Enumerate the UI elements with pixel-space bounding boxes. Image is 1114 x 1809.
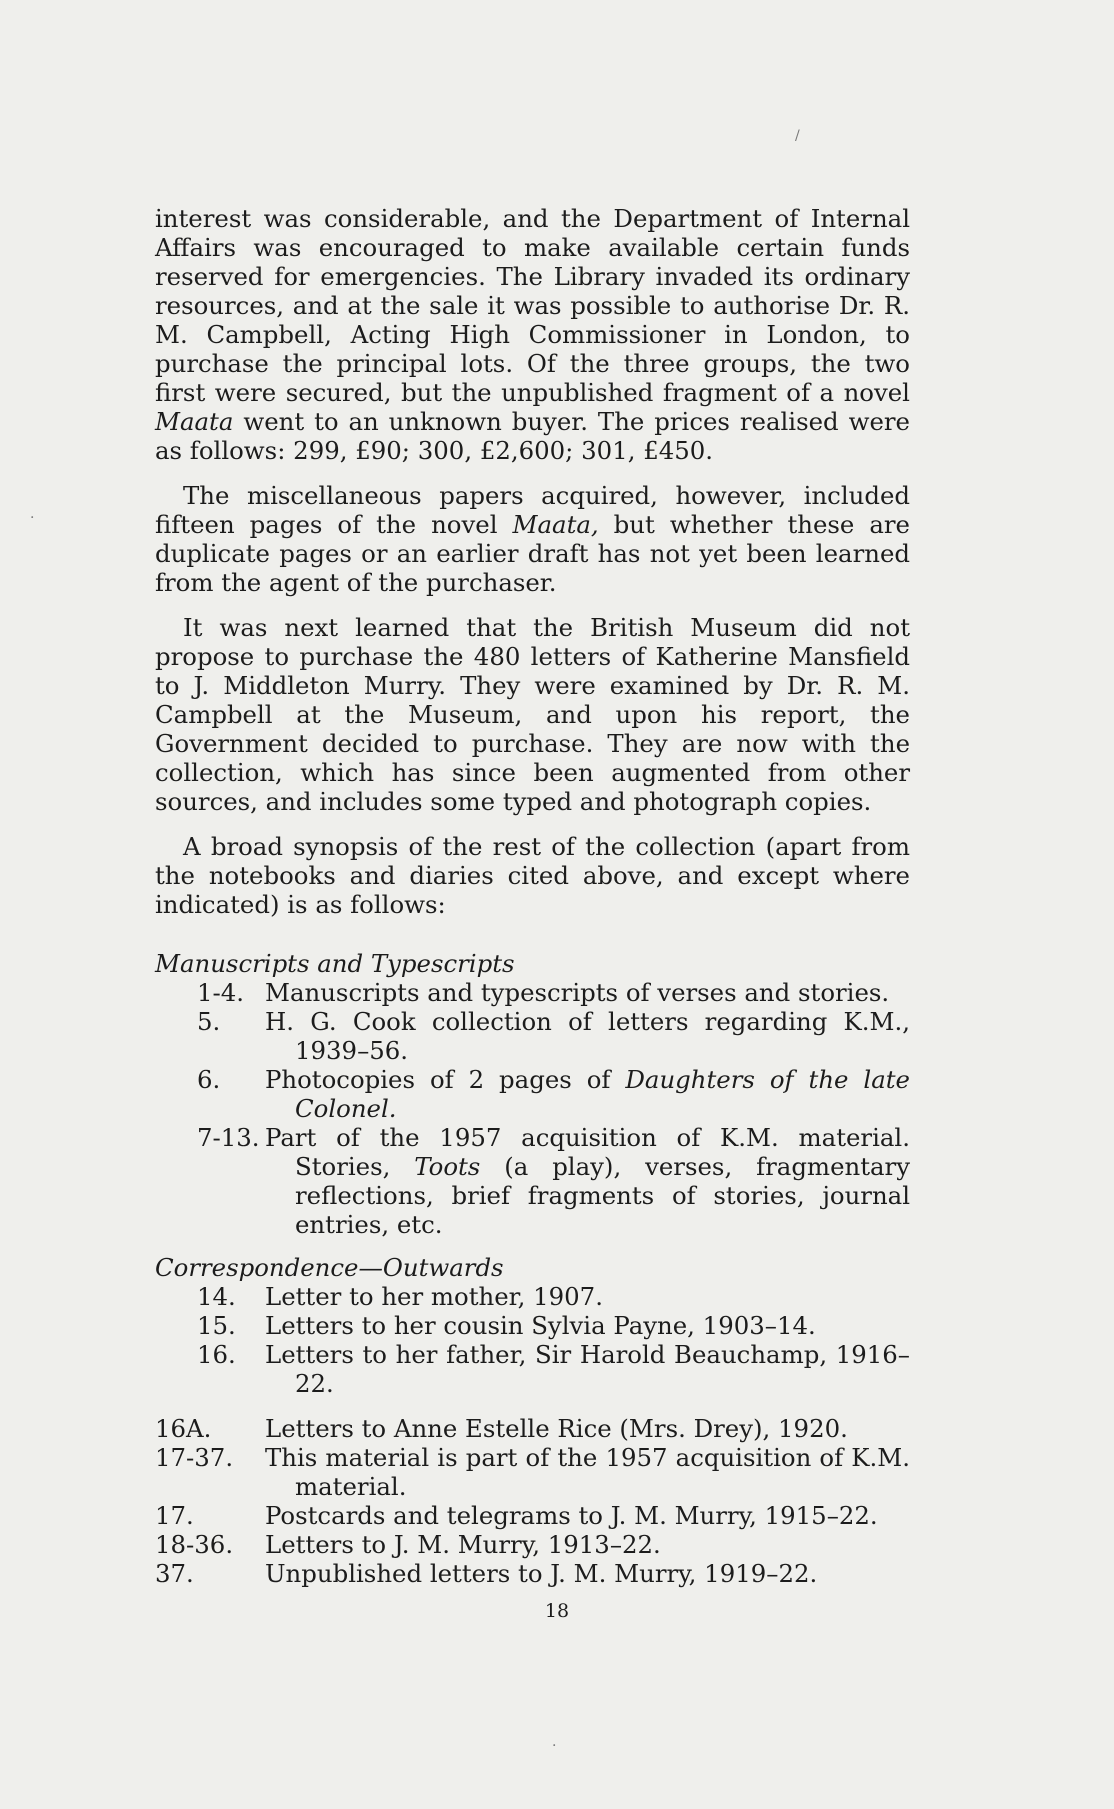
paragraph: It was next learned that the British Museum did not propose to purchase the 480 letters of Katherine Mansfield to J. Middleton Murry. They were examined by Dr. R. M. Campbell at the Museum, and upon his report, the Government decided to purchase. They are now with the collection, which has since been augmented from other sources, and includes some typed and photograph copies. [155, 613, 910, 816]
item-number: 7-13. [197, 1123, 260, 1152]
item-text: Postcards and telegrams to J. M. Murry, 1915–22. [265, 1501, 878, 1530]
item-number: 17-37. [155, 1443, 234, 1472]
item-number: 6. [197, 1065, 221, 1094]
list-item [155, 1443, 910, 1501]
manuscripts-list [155, 978, 910, 1239]
item-text: Manuscripts and typescripts of verses and stories. [265, 978, 890, 1007]
list-item [155, 978, 910, 1007]
list-item [155, 1530, 910, 1559]
paragraph: A broad synopsis of the rest of the collection (apart from the notebooks and diaries cited above, and except where indicated) is as follows: [155, 832, 910, 919]
paper-mark: · [30, 510, 35, 526]
list-item [155, 1007, 910, 1065]
item-text: Part of the 1957 acquisition of K.M. material. Stories, Toots (a play), verses, fragmentary reflections, brief fragments of stories, journal entries, etc. [265, 1123, 910, 1239]
item-text: Unpublished letters to J. M. Murry, 1919–22. [265, 1559, 818, 1588]
list-item [155, 1501, 910, 1530]
list-item [155, 1340, 910, 1398]
item-number: 5. [197, 1007, 221, 1036]
item-text: Letter to her mother, 1907. [265, 1282, 603, 1311]
paper-mark: · [552, 1738, 557, 1754]
item-text: Letters to her father, Sir Harold Beauchamp, 1916–22. [265, 1340, 910, 1398]
list-item [155, 1414, 910, 1443]
list-item [155, 1065, 910, 1123]
list-item [155, 1123, 910, 1239]
section-heading: Correspondence—Outwards [155, 1253, 504, 1282]
item-text: Letters to her cousin Sylvia Payne, 1903–14. [265, 1311, 816, 1340]
item-number: 15. [197, 1311, 236, 1340]
item-number: 14. [197, 1282, 236, 1311]
item-number: 16. [197, 1340, 236, 1369]
list-item [155, 1282, 910, 1311]
list-item [155, 1311, 910, 1340]
item-number: 37. [155, 1559, 194, 1588]
section-heading: Manuscripts and Typescripts [155, 949, 515, 978]
item-number: 17. [155, 1501, 194, 1530]
item-text: Photocopies of 2 pages of Daughters of the late Colonel. [265, 1065, 910, 1123]
paper-mark: / [795, 128, 800, 144]
item-text: H. G. Cook collection of letters regarding K.M., 1939–56. [265, 1007, 910, 1065]
item-text: Letters to J. M. Murry, 1913–22. [265, 1530, 661, 1559]
item-text: Letters to Anne Estelle Rice (Mrs. Drey), 1920. [265, 1414, 848, 1443]
body-text [155, 204, 910, 1588]
paragraph: The miscellaneous papers acquired, however, included fifteen pages of the novel Maata, but whether these are duplicate pages or an earlier draft has not yet been learned from the agent of the purchaser. [155, 481, 910, 597]
item-number: 1-4. [197, 978, 245, 1007]
paragraph: interest was considerable, and the Department of Internal Affairs was encouraged to make available certain funds reserved for emergencies. The Library invaded its ordinary resources, and at the sale it was possible to authorise Dr. R. M. Campbell, Acting High Commissioner in London, to purchase the principal lots. Of the three groups, the two first were secured, but the unpublished fragment of a novel Maata went to an unknown buyer. The prices realised were as follows: 299, £90; 300, £2,600; 301, £450. [155, 204, 910, 465]
correspondence-list [155, 1282, 910, 1588]
page-number: 18 [544, 1600, 570, 1622]
item-number: 18-36. [155, 1530, 234, 1559]
item-text: This material is part of the 1957 acquisition of K.M. material. [265, 1443, 910, 1501]
list-item [155, 1559, 910, 1588]
item-number: 16A. [155, 1414, 212, 1443]
